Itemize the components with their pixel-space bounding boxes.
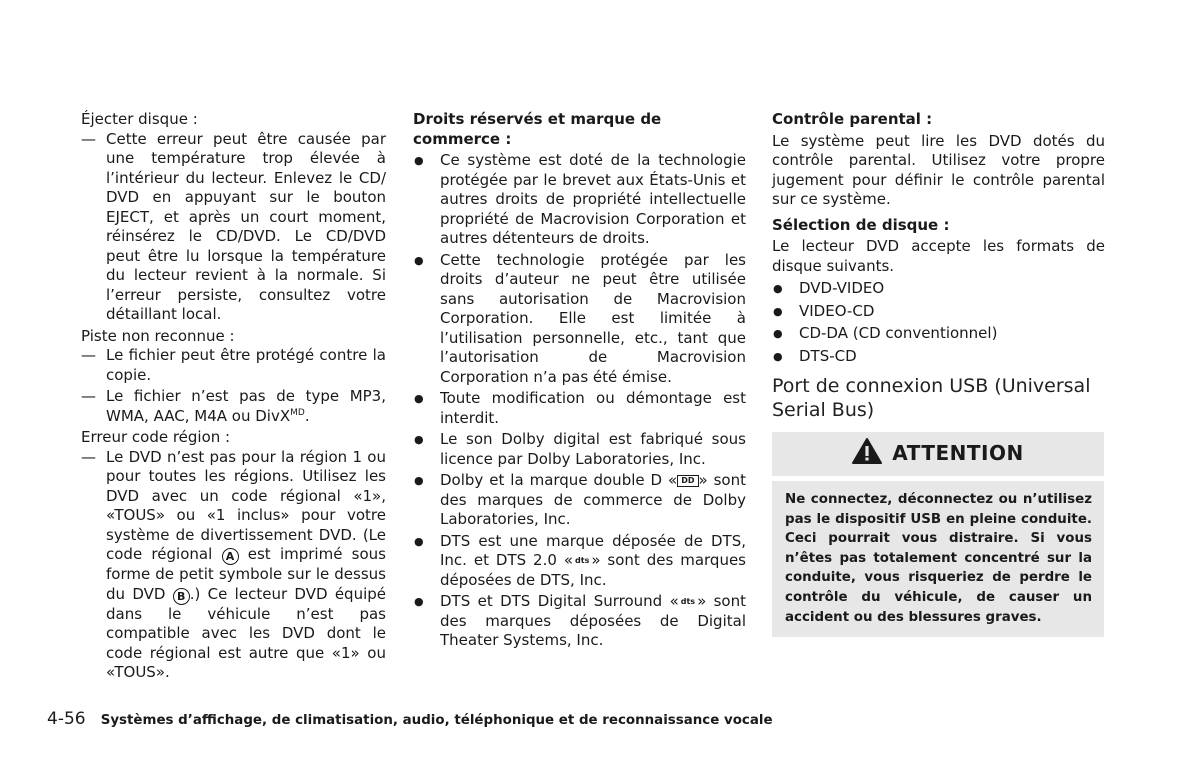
dolby-dd-logo-icon: DD [677, 475, 698, 487]
footer-chapter-title: Systèmes d’affichage, de climatisation, audio, téléphonique et de reconnaissance vocale [100, 713, 773, 728]
parental-text: Le système peut lire les DVD dotés du contrôle parental. Utilisez votre propre jugement pour définir le contrôle parental sur ce système. [772, 131, 1105, 208]
column-1 [81, 110, 386, 685]
attention-text: Ne connectez, déconnectez ou n’utilisez pas le dispositif USB en pleine conduite. Ceci pourrait vous distraire. Si vous n’êtes pas totalement concentré sur la conduite, vous risqueriez de perdre le contrôle du véhicule, de causer un accident ou des blessures graves. [785, 492, 1092, 625]
attention-header [772, 432, 1104, 481]
bullet-7-text-a: DTS et DTS Digital Surround « [440, 592, 679, 610]
format-item: ● VIDEO-CD [772, 302, 1105, 322]
trademark-bullet-7 [413, 592, 746, 651]
trademark-bullet-3: ● Toute modification ou démontage est interdit. [413, 389, 746, 428]
region-text-c: .) Ce lecteur DVD équipé dans le véhicule n’est pas compatible avec les DVD dont le code régional est autre que «1» ou «TOUS». [106, 584, 386, 681]
piste-item-2-end: . [304, 406, 310, 425]
trademark-bullet-2: ● Cette technologie protégée par les droits d’auteur ne peut être utilisée sans autorisation de Macrovision Corporation. Elle est limitée à l’utilisation personnelle, etc., tant que l’autorisation de Macrovision Corporation n’a pas été émise. [413, 251, 746, 388]
region-heading: Erreur code région : [81, 428, 231, 446]
parental-heading: Contrôle parental : [772, 110, 933, 128]
trademark-bullet-6 [413, 532, 746, 591]
warning-triangle-icon [852, 437, 882, 471]
trademark-bullet-4: ● Le son Dolby digital est fabriqué sous licence par Dolby Laboratories, Inc. [413, 430, 746, 469]
format-item: ● DTS-CD [772, 347, 1105, 367]
bullet-5-text-a: Dolby et la marque double D « [440, 471, 678, 489]
piste-item-2 [81, 387, 386, 426]
format-item: ● CD-DA (CD conventionnel) [772, 324, 1105, 344]
region-item [81, 448, 386, 683]
circle-a-icon: A [222, 548, 239, 565]
piste-item-2-text: Le fichier n’est pas de type MP3, WMA, AAC, M4A ou DivX [106, 387, 386, 425]
page-number: 4-56 [47, 709, 86, 729]
bullet-7-text-b: » sont des marques déposées de Digital Theater Systems, Inc. [440, 592, 746, 649]
column-3 [772, 110, 1105, 637]
attention-title: ATTENTION [892, 441, 1024, 466]
bullet-5-text-b: » sont des marques de commerce de Dolby Laboratories, Inc. [440, 471, 746, 528]
bullet-6-text-b: » sont des marques déposées de DTS, Inc. [440, 551, 746, 589]
selection-heading: Sélection de disque : [772, 215, 950, 234]
piste-item-1: — Le fichier peut être protégé contre la copie. [81, 346, 386, 385]
trademark-heading: Droits réservés et marque de commerce : [413, 110, 662, 148]
eject-item: — Cette erreur peut être causée par une température trop élevée à l’intérieur du lecteur. Enlevez le CD/ DVD en appuyant sur le bouton EJECT, et après un court moment, réinsérez le CD/DVD. Le CD/DVD peut être lu lorsque la température du lecteur revient à la normale. Si l’erreur persiste, consultez votre détaillant local. [81, 130, 386, 325]
selection-text: Le lecteur DVD accepte les formats de disque suivants. [772, 237, 1105, 275]
format-item: ● DVD-VIDEO [772, 279, 1105, 299]
usb-section-title: Port de connexion USB (Universal Serial Bus) [772, 375, 1091, 421]
dts-logo-icon: dts [575, 556, 590, 565]
eject-heading: Éjecter disque : [81, 110, 198, 128]
trademark-bullet-1: ● Ce système est doté de la technologie protégée par le brevet aux États-Unis et autres droits de propriété intellectuelle propriété de Macrovision Corporation et autres détenteurs de droits. [413, 151, 746, 249]
region-text-b: est imprimé sous forme de petit symbole sur le dessus du DVD [106, 545, 386, 603]
piste-heading: Piste non reconnue : [81, 326, 235, 345]
column-2 [413, 110, 746, 653]
trademark-sup: MD [290, 407, 305, 418]
bullet-6-text-a: DTS est une marque déposée de DTS, Inc. et DTS 2.0 « [440, 531, 746, 569]
attention-box [772, 432, 1104, 637]
dts-digital-logo-icon: dts [680, 597, 696, 606]
region-text-a: Le DVD n’est pas pour la région 1 ou pour toutes les régions. Utilisez les DVD avec un code régional «1», «TOUS» ou «1 inclus» pour votre système de divertissement DVD. (Le code régional [106, 447, 386, 563]
trademark-bullet-5 [413, 471, 746, 530]
circle-b-icon: B [173, 588, 190, 605]
page-footer [47, 709, 773, 729]
